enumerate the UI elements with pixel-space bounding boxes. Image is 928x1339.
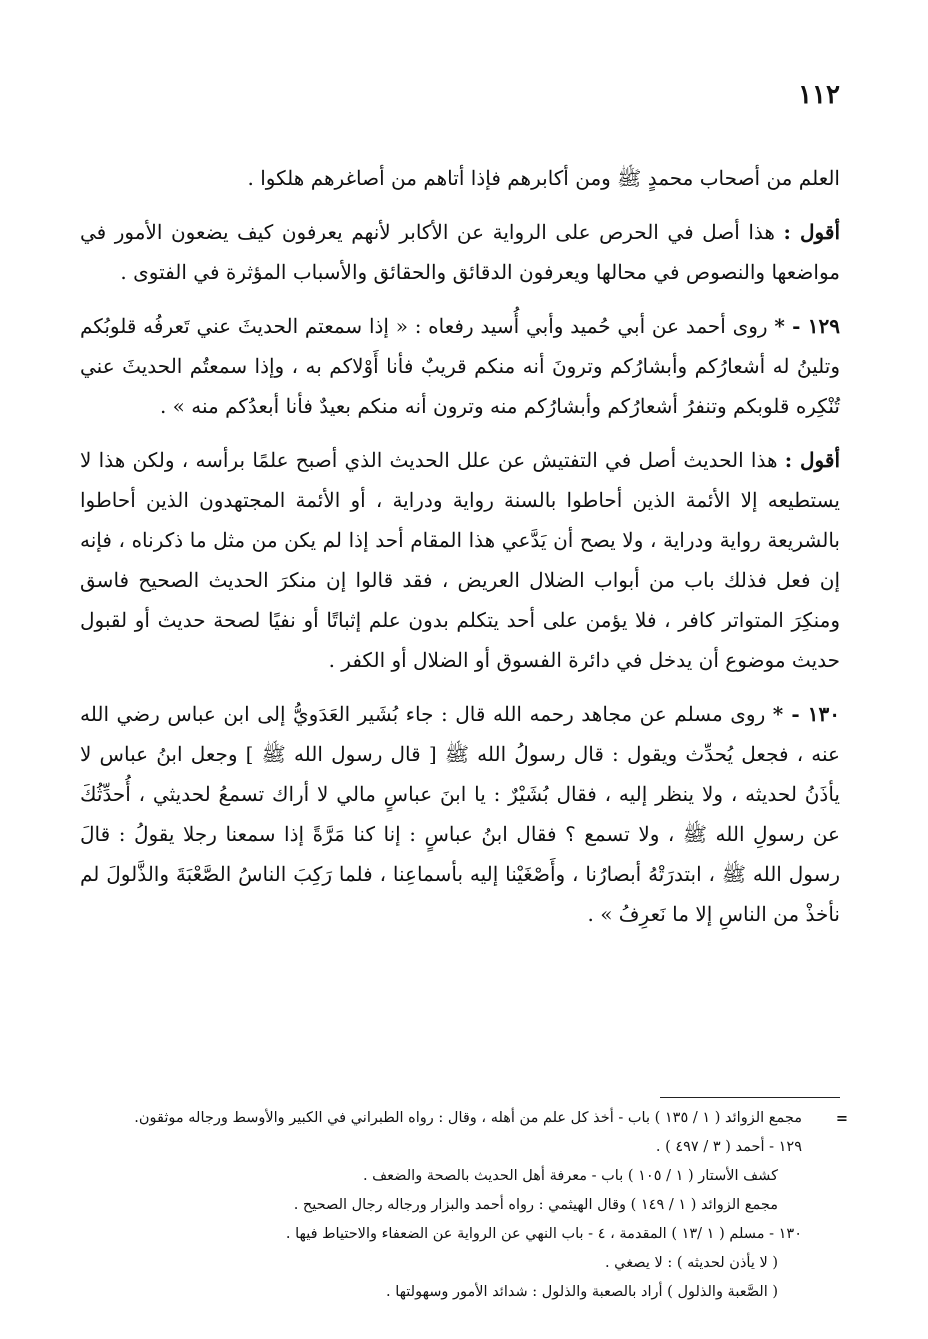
footnote-line: ( لا يأذن لحديثه ) : لا يصغي . bbox=[604, 1255, 778, 1271]
commentary-paragraph bbox=[80, 440, 840, 680]
footnote-line: ١٢٩ - أحمد ( ٣ / ٤٩٧ ) . bbox=[655, 1139, 802, 1155]
footnote-line: ( الصَّعبة والذلول ) أراد بالصعبة والذلول : شدائد الأمور وسهولتها . bbox=[385, 1284, 778, 1300]
hadith-130 bbox=[80, 694, 840, 934]
hadith-text: روى أحمد عن أبي حُميد وأبي أُسيد رفعاه : « إذا سمعتم الحديثَ عني تَعرفُه قلوبُكم وتلينُ له أشعارُكم وأبشارُكم وترونَ أنه منكم قريبٌ فأنا أَوْلاكم به ، وإذا سمعتُم الحديثَ عني تُنْكِره قلوبكم وتنفرُ أشعارُكم وأبشارُكم منه وترون أنه منكم بعيدٌ فأنا أبعدُكم منه » . bbox=[80, 314, 840, 418]
footnote-line: كشف الأستار ( ١ / ١٠٥ ) باب - معرفة أهل الحديث بالصحة والضعف . bbox=[362, 1168, 778, 1184]
page-number: ١١٢ bbox=[798, 80, 840, 110]
footnote-line: مجمع الزوائد ( ١ / ١٤٩ ) وقال الهيثمي : رواه أحمد والبزار ورجاله رجال الصحيح . bbox=[293, 1197, 778, 1213]
footnote-line: ١٣٠ - مسلم ( ١ /١٣ ) المقدمة ، ٤ - باب النهي عن الرواية عن الضعفاء والاحتياط فيها . bbox=[285, 1226, 802, 1242]
commentary-label: أقول : bbox=[783, 220, 840, 244]
hadith-text: روى مسلم عن مجاهد رحمه الله قال : جاء بُشَير العَدَويُّ إلى ابن عباس رضي الله عنه ، فجعل يُحدِّث ويقول : قال رسولُ الله ﷺ [ قال رسول الله ﷺ ] وجعل ابنُ عباس لا يأذَنُ لحديثه ، ولا ينظر إليه ، فقال بُشَيْرٌ : يا ابنَ عباسٍ مالي لا أراك تسمعُ لحديثي ، أُحدِّثُكَ عن رسولِ الله ﷺ ، ولا تسمع ؟ فقال ابنُ عباسٍ : إنا كنا مَرَّةً إذا سمعنا رجلا يقولُ : قالَ رسول الله ﷺ ، ابتدرَتْهُ أبصارُنا ، وأَصْغَيْنا إليه بأسماعِنا ، فلما رَكِبَ الناسُ الصَّعْبَةَ والذَّلولَ لم نأخذْ من الناسِ إلا ما نَعرِفُ » . bbox=[80, 702, 840, 926]
main-text bbox=[80, 158, 840, 948]
continuation-marker: = bbox=[835, 1110, 848, 1127]
paragraph-continuation: العلم من أصحاب محمدٍ ﷺ ومن أكابرهم فإذا أتاهم من أصاغرهم هلكوا . bbox=[247, 166, 840, 190]
hadith-129 bbox=[80, 306, 840, 426]
footnotes bbox=[80, 1097, 848, 1307]
footnote-line bbox=[80, 1104, 848, 1133]
commentary-paragraph bbox=[80, 212, 840, 292]
commentary-label: أقول : bbox=[784, 448, 841, 472]
commentary-text: هذا أصل في الحرص على الرواية عن الأكابر لأنهم يعرفون كيف يضعون الأمور في مواضعها والنصوص في محالها ويعرفون الدقائق والحقائق والأسباب المؤثرة في الفتوى . bbox=[80, 220, 840, 284]
hadith-number: ١٢٩ - * bbox=[774, 314, 841, 338]
footnote-text: مجمع الزوائد ( ١ / ١٣٥ ) باب - أخذ كل علم من أهله ، وقال : رواه الطبراني في الكبير والأوسط ورجاله موثقون. bbox=[134, 1110, 802, 1126]
hadith-number: ١٣٠ - * bbox=[772, 702, 840, 726]
commentary-text: هذا الحديث أصل في التفتيش عن علل الحديث الذي أصبح علمًا برأسه ، ولكن هذا لا يستطيعه إلا الأئمة الذين أحاطوا بالسنة رواية ودراية ، أو الأئمة المجتهدون الذين أحاطوا بالشريعة رواية ودراية ، ولا يصح أن يَدَّعي هذا المقام أحد إذا لم يكن من مثل ما ذكرناه ، فإنه إن فعل فذلك باب من أبواب الضلال العريض ، فقد قالوا إن منكرَ الحديث الصحيح فاسق ومنكِرَ المتواتر كافر ، فلا يؤمن على أحد يتكلم بدون علم إثباتًا أو نفيًا لصحة حديث أو لقبول حديث موضوع أن يدخل في دائرة الفسوق أو الضلال أو الكفر . bbox=[80, 448, 840, 672]
footnote-divider bbox=[660, 1097, 840, 1098]
